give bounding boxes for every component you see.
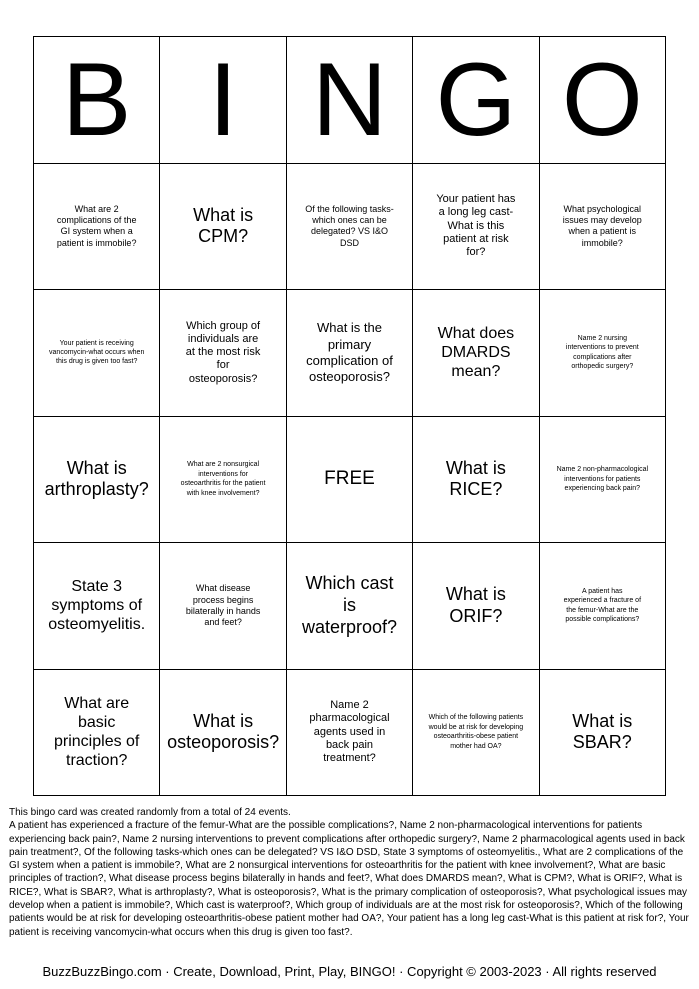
- bingo-cell: What are basic principles of traction?: [34, 670, 160, 797]
- event-list: A patient has experienced a fracture of the femur-What are the possible complications?, Name 2 non-pharmacological interventions for patients experiencing back pain?, Name 2 nursing interventions to prevent complications after orthopedic surgery?, Name 2 pharmacological agents used in back pain treatment?, Of the following tasks-which ones can be delegated? VS I&O DSD, State 3 symptoms of osteomyelitis., What are 2 complications of the GI system when a patient is immobile?, What are 2 nonsurgical interventions for osteoarthritis for the patient with knee involvement?, What are basic principles of traction?, What disease process begins bilaterally in hands and feet?, What does DMARDS mean?, What is CPM?, What is ORIF?, What is RICE?, What is SBAR?, What is arthroplasty?, What is osteoporosis?, What is the primary complication of osteoporosis?, What psychological issues may develop when a patient is immobile?, Which cast is waterproof?, Which group of individuals are at the most risk for osteoporosis?, Which of the following patients would be at risk for developing osteoarthritis-obese patient mother had OA?, Your patient has a long leg cast-What is this patient at risk for?, Your patient is receiving vancomycin-what occurs when this drug is given too fast?.: [9, 820, 689, 938]
- header-letter-i: I: [160, 37, 286, 164]
- bingo-cell: Your patient is receiving vancomycin-what occurs when this drug is given too fast?: [34, 290, 160, 417]
- bingo-cell: What does DMARDS mean?: [413, 290, 539, 417]
- bingo-cell: Name 2 nursing interventions to prevent complications after orthopedic surgery?: [540, 290, 666, 417]
- bingo-cell: What is the primary complication of osteoporosis?: [287, 290, 413, 417]
- header-letter-g: G: [413, 37, 539, 164]
- bingo-cell: State 3 symptoms of osteomyelitis.: [34, 543, 160, 670]
- bingo-cell: What is RICE?: [413, 417, 539, 544]
- bingo-cell: Which cast is waterproof?: [287, 543, 413, 670]
- card-intro: This bingo card was created randomly from a total of 24 events.: [9, 807, 291, 818]
- bingo-board: [33, 36, 666, 796]
- card-description: [9, 806, 691, 939]
- bingo-cell: Of the following tasks-which ones can be delegated? VS I&O DSD: [287, 164, 413, 291]
- free-space: FREE: [287, 417, 413, 544]
- bingo-cell: What disease process begins bilaterally in hands and feet?: [160, 543, 286, 670]
- copyright-footer: BuzzBuzzBingo.com · Create, Download, Print, Play, BINGO! · Copyright © 2003-2023 · All rights reserved: [42, 964, 657, 979]
- bingo-cell: What are 2 nonsurgical interventions for osteoarthritis for the patient with knee involvement?: [160, 417, 286, 544]
- bingo-cell: Which group of individuals are at the most risk for osteoporosis?: [160, 290, 286, 417]
- bingo-cell: Name 2 pharmacological agents used in back pain treatment?: [287, 670, 413, 797]
- bingo-cell: Your patient has a long leg cast-What is this patient at risk for?: [413, 164, 539, 291]
- bingo-cell: Name 2 non-pharmacological interventions for patients experiencing back pain?: [540, 417, 666, 544]
- bingo-cell: What is CPM?: [160, 164, 286, 291]
- bingo-cell: Which of the following patients would be at risk for developing osteoarthritis-obese patient mother had OA?: [413, 670, 539, 797]
- bingo-cell: What is ORIF?: [413, 543, 539, 670]
- header-letter-n: N: [287, 37, 413, 164]
- bingo-cell: What is arthroplasty?: [34, 417, 160, 544]
- bingo-cell: What is SBAR?: [540, 670, 666, 797]
- bingo-cell: What psychological issues may develop when a patient is immobile?: [540, 164, 666, 291]
- bingo-cell: A patient has experienced a fracture of the femur-What are the possible complications?: [540, 543, 666, 670]
- header-letter-b: B: [34, 37, 160, 164]
- header-letter-o: O: [540, 37, 666, 164]
- bingo-cell: What are 2 complications of the GI system when a patient is immobile?: [34, 164, 160, 291]
- bingo-cell: What is osteoporosis?: [160, 670, 286, 797]
